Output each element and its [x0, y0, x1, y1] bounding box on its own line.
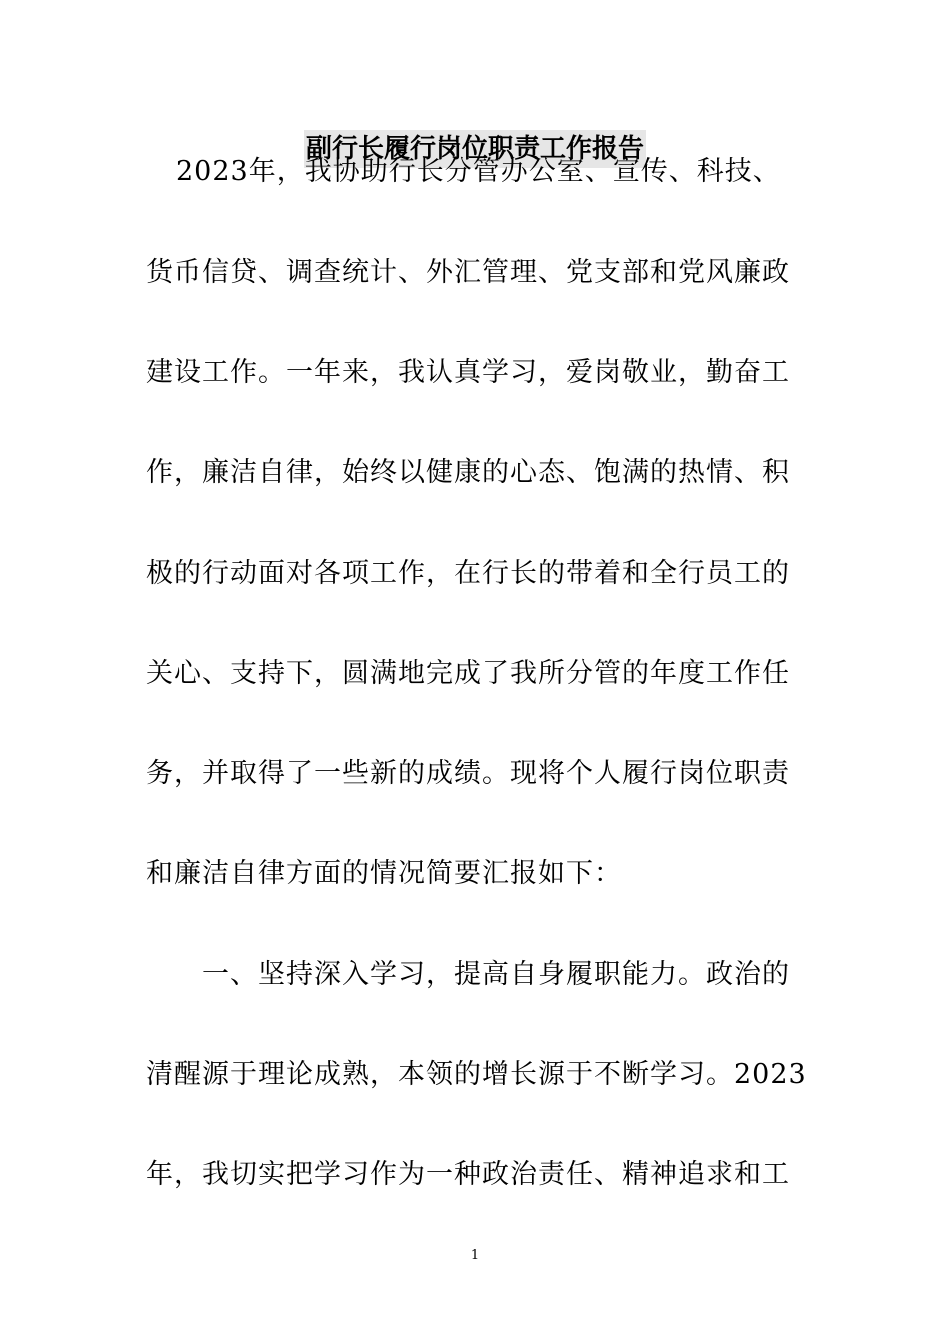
paragraph-line: 年，我切实把学习作为一种政治责任、精神追求和工	[146, 1159, 790, 1190]
paragraph-line: 清醒源于理论成熟，本领的增长源于不断学习。2023	[146, 1059, 807, 1090]
paragraph-line: 极的行动面对各项工作，在行长的带着和全行员工的	[146, 558, 790, 589]
paragraph-line: 建设工作。一年来，我认真学习，爱岗敬业，勤奋工	[146, 357, 790, 388]
paragraph-line: 作，廉洁自律，始终以健康的心态、饱满的热情、积	[146, 457, 790, 488]
document-title: 副行长履行岗位职责工作报告	[304, 130, 646, 168]
page-number: 1	[470, 1248, 480, 1263]
paragraph-line: 一、坚持深入学习，提高自身履职能力。政治的	[202, 959, 790, 990]
paragraph-line: 2023年，我协助行长分管办公室、宣传、科技、	[176, 156, 781, 187]
paragraph-line: 务，并取得了一些新的成绩。现将个人履行岗位职责	[146, 758, 790, 789]
paragraph-line: 货币信贷、调查统计、外汇管理、党支部和党风廉政	[146, 257, 790, 288]
paragraph-line: 关心、支持下，圆满地完成了我所分管的年度工作任	[146, 658, 790, 689]
paragraph-line: 和廉洁自律方面的情况简要汇报如下：	[146, 858, 622, 889]
